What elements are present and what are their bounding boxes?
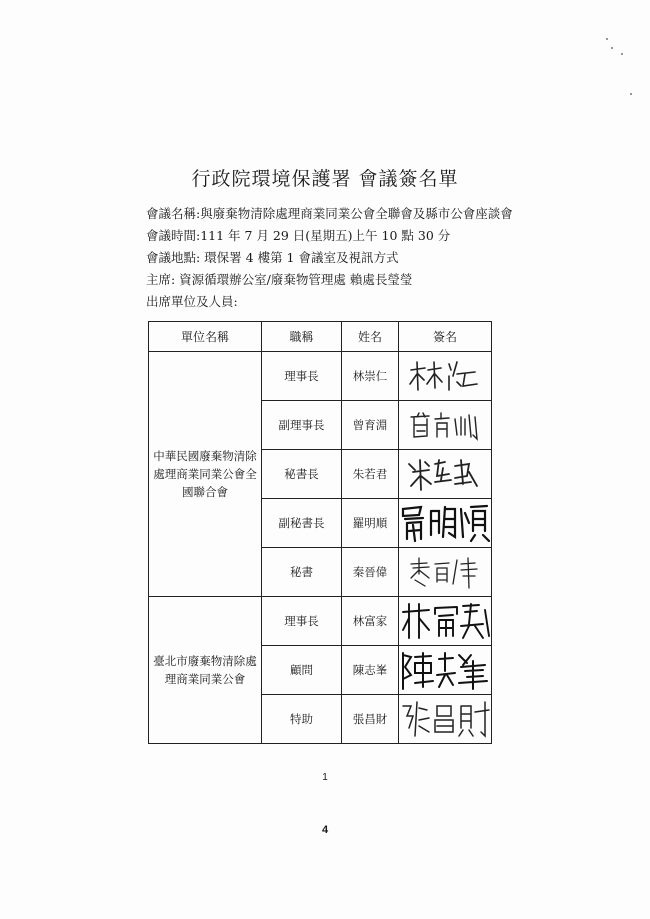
signature-cell — [399, 548, 492, 597]
header-org: 單位名稱 — [149, 322, 262, 352]
handwritten-signature — [399, 698, 491, 740]
signature-cell — [399, 499, 492, 548]
header-signature: 簽名 — [399, 322, 492, 352]
role-cell: 秘書 — [262, 548, 342, 597]
role-cell: 副秘書長 — [262, 499, 342, 548]
signature-cell — [399, 695, 492, 744]
attendees-label: 出席單位及人員: — [146, 294, 238, 309]
handwritten-signature — [399, 501, 491, 545]
name-cell: 張昌財 — [342, 695, 399, 744]
scan-speck — [611, 47, 613, 49]
name-cell: 曾育淵 — [342, 401, 399, 450]
role-cell: 理事長 — [262, 352, 342, 401]
name-cell: 陳志峯 — [342, 646, 399, 695]
meeting-place: 會議地點: 環保署 4 樓第 1 會議室及視訊方式 — [146, 250, 399, 265]
handwritten-signature — [405, 454, 485, 494]
signature-table — [148, 321, 492, 744]
name-cell: 林富家 — [342, 597, 399, 646]
handwritten-signature — [405, 356, 485, 396]
handwritten-signature — [405, 552, 485, 592]
table-row — [149, 597, 492, 646]
table-row — [149, 352, 492, 401]
scan-speck — [621, 53, 623, 55]
handwritten-signature — [405, 405, 485, 445]
meeting-time: 會議時間:111 年 7 月 29 日(星期五)上午 10 點 30 分 — [146, 228, 451, 243]
meeting-name: 會議名稱:與廢棄物清除處理商業同業公會全聯會及縣市公會座談會 — [146, 206, 513, 221]
document-title: 行政院環境保護署 會議簽名單 — [191, 168, 459, 190]
signature-cell — [399, 401, 492, 450]
role-cell: 特助 — [262, 695, 342, 744]
role-cell: 顧問 — [262, 646, 342, 695]
signature-cell — [399, 450, 492, 499]
inner-page-number: 1 — [322, 772, 328, 783]
scan-speck — [606, 38, 608, 40]
role-cell: 副理事長 — [262, 401, 342, 450]
meeting-chair: 主席: 資源循環辦公室/廢棄物管理處 賴處長瑩瑩 — [146, 272, 413, 287]
table-header-row — [149, 322, 492, 352]
name-cell: 朱若君 — [342, 450, 399, 499]
org-name: 臺北市廢棄物清除處理商業同業公會 — [149, 597, 262, 744]
scan-speck — [630, 93, 632, 95]
signature-cell — [399, 646, 492, 695]
header-title: 職稱 — [262, 322, 342, 352]
handwritten-signature — [399, 649, 491, 691]
header-name: 姓名 — [342, 322, 399, 352]
handwritten-signature — [399, 600, 491, 642]
role-cell: 理事長 — [262, 597, 342, 646]
outer-page-number: 4 — [321, 824, 329, 836]
signature-cell — [399, 352, 492, 401]
org-name: 中華民國廢棄物清除處理商業同業公會全國聯合會 — [149, 352, 262, 597]
role-cell: 秘書長 — [262, 450, 342, 499]
signature-cell — [399, 597, 492, 646]
name-cell: 秦晉偉 — [342, 548, 399, 597]
name-cell: 羅明順 — [342, 499, 399, 548]
name-cell: 林崇仁 — [342, 352, 399, 401]
